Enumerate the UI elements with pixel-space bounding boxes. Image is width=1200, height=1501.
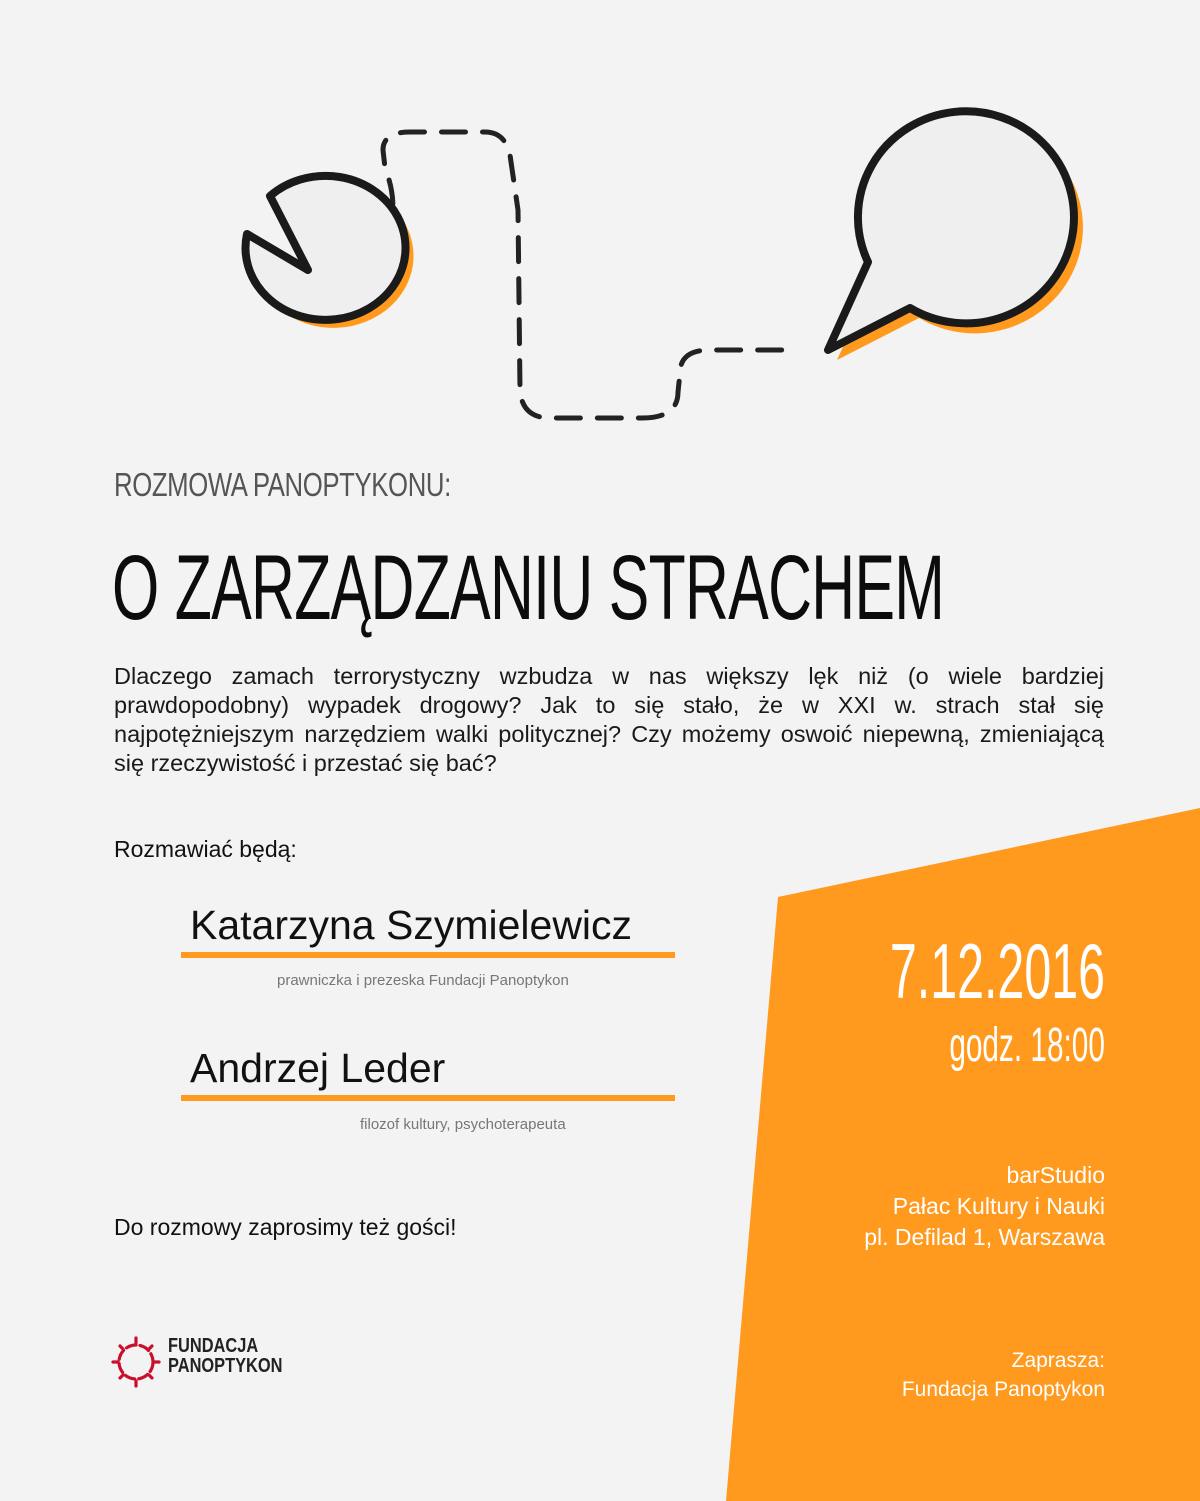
speaker-name: Katarzyna Szymielewicz xyxy=(190,902,633,948)
venue-line: barStudio xyxy=(1006,1162,1105,1188)
speaker-underline xyxy=(181,1095,675,1101)
host-label: Zaprasza: xyxy=(1011,1349,1105,1372)
event-venue xyxy=(864,1160,1105,1253)
closing-note: Do rozmowy zaprosimy też gości! xyxy=(114,1214,457,1240)
venue-line: pl. Defilad 1, Warszawa xyxy=(864,1224,1105,1250)
speaker-underline xyxy=(181,952,675,958)
host-name: Fundacja Panoptykon xyxy=(901,1378,1105,1401)
page-title: O ZARZĄDZANIU STRACHEM xyxy=(112,537,945,639)
panoptykon-logo-icon xyxy=(110,1332,164,1396)
event-time: godz. 18:00 xyxy=(949,1019,1105,1072)
event-host xyxy=(902,1346,1105,1404)
speech-bubble-left-icon xyxy=(246,176,414,328)
speaker-role: prawniczka i prezeska Fundacji Panoptykon xyxy=(277,972,569,989)
speaker-name: Andrzej Leder xyxy=(190,1045,446,1091)
logo-wordmark xyxy=(168,1336,283,1376)
speakers-heading: Rozmawiać będą: xyxy=(114,836,297,862)
speaker-role: filozof kultury, psychoterapeuta xyxy=(360,1116,566,1133)
logo-line: FUNDACJA xyxy=(168,1335,259,1357)
event-series-label: ROZMOWA PANOPTYKONU: xyxy=(114,466,451,503)
lead-paragraph: Dlaczego zamach terrorystyczny wzbudza w nas większy lęk niż (o wiele bardziej prawdopodobny) wypadek drogowy? Jak to się stało, że w XXI w. strach stał się najpotężniejszym narzędziem walki politycznej? Czy możemy oswoić niepewną, zmieniającą się rzeczywistość i przestać się bać? xyxy=(114,663,1104,776)
panoptykon-logo xyxy=(110,1332,310,1396)
logo-line: PANOPTYKON xyxy=(168,1355,283,1377)
venue-line: Pałac Kultury i Nauki xyxy=(892,1193,1105,1219)
event-date: 7.12.2016 xyxy=(889,927,1105,1015)
speech-bubble-right-icon xyxy=(828,111,1083,360)
